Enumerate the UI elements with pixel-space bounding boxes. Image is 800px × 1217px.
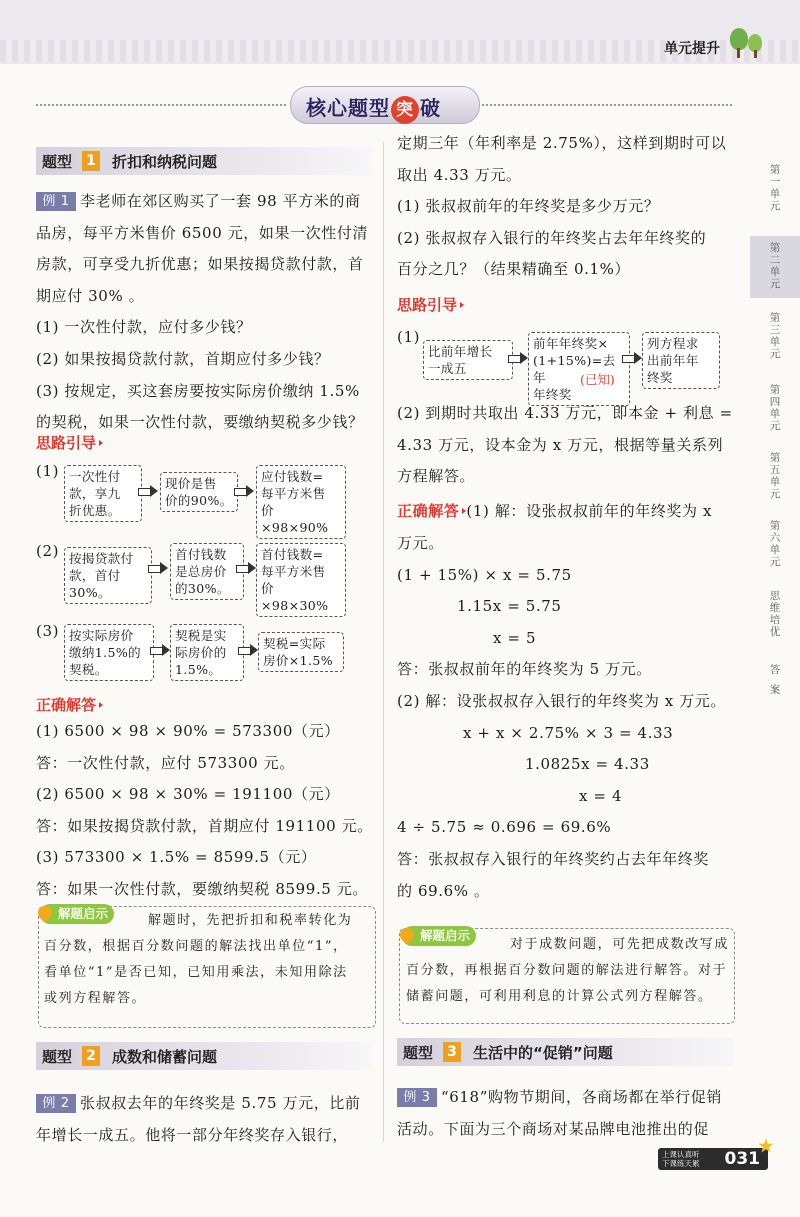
top-banner	[0, 0, 800, 64]
answer-line: 正确解答 (1) 解：设张叔叔前年的年终奖为 x	[397, 502, 713, 520]
side-tab[interactable]: 案	[769, 684, 781, 696]
arrow-icon	[508, 352, 528, 364]
flow-box: 比前年增长 一成五	[423, 340, 513, 380]
flow-box: 按实际房价 缴纳1.5%的 契税。	[64, 624, 154, 681]
side-tab[interactable]: 第 三 单 元	[769, 312, 781, 360]
hint-tag: 解题启示	[402, 926, 476, 946]
answer-label: 正确解答	[397, 502, 466, 520]
topic-bar-1	[36, 147, 372, 175]
flow-box: 现价是售 价的90%。	[160, 472, 238, 512]
page-number: 031	[724, 1149, 760, 1169]
tu-badge: 突	[391, 96, 419, 124]
flow-num: (3)	[36, 622, 60, 640]
example-1-text: 例 1 李老师在郊区购买了一套 98 平方米的商 品房，每平方米售价 6500 元，如果一次性付清 房款，可享受九折优惠；如果按揭贷款付款，首 期应付 30% 。 (1) 一次性付款，应付多少钱？ (2) 如果按揭贷款付款，首期应付多少钱？ (3) 按规定，买这套房要按实际房价缴纳 1.5% 的契税，如果一次性付款，要缴纳契税多少钱？	[36, 192, 369, 432]
divider	[36, 104, 286, 106]
flow-box: 一次性付 款，享九 折优惠。	[64, 465, 142, 522]
hint-text: 解题时，先把折扣和税率转化为 百分数，根据百分数问题的解法找出单位“1”， 看单位“1”是否已知，已知用乘法，未知用除法 或列方程解答。	[44, 913, 353, 1006]
topic-title: 折扣和纳税问题	[112, 153, 218, 171]
guide-label: 思路引导	[36, 432, 103, 453]
flow-box: 按揭贷款付 款，首付30%。	[64, 547, 152, 604]
guide-label: 思路引导	[397, 294, 464, 315]
flow-num: (2)	[36, 542, 60, 560]
side-tab[interactable]: 第 四 单 元	[769, 384, 781, 432]
topic-label: 题型	[42, 1048, 73, 1066]
side-tab[interactable]: 思 维 培 优	[769, 590, 781, 638]
example-2-text-right: 定期三年（年利率是 2.75%），这样到期时可以 取出 4.33 万元。 (1) 张叔叔前年的年终奖是多少万元？ (2) 张叔叔存入银行的年终奖占去年年终奖的 百分之几？（结果精确至 0.1%）	[397, 134, 727, 279]
example-2-answer: 万元。 (1 + 15%) × x = 5.75 1.15x = 5.75 x = 5 答：张叔叔前年的年终奖为 5 万元。 (2) 解：设张叔叔存入银行的年终奖为 x 万元。 x + x × 2.75% × 3 = 4.33 1.0825x = 4.33 x = 4 4 ÷ 5.75 ≈ 0.696 = 69.6% 答：张叔叔存入银行的年终奖约占去年年终奖 的 69.6% 。	[397, 534, 727, 900]
topic-label: 题型	[42, 153, 73, 171]
flow-num: (1)	[36, 462, 60, 480]
topic-number: 3	[443, 1042, 461, 1062]
example-tag: 例 3	[397, 1088, 437, 1107]
flow-box: 首付钱数= 每平方米售 价×98×30%	[256, 543, 346, 617]
topic-number: 1	[82, 151, 100, 171]
side-tab[interactable]: 第 六 单 元	[769, 520, 781, 568]
example-2-text-left: 例 2 张叔叔去年的年终奖是 5.75 万元，比前 年增长一成五。他将一部分年终奖存入银行，	[36, 1094, 361, 1144]
side-tab-active[interactable]: 第 二 单 元	[750, 236, 800, 298]
divider	[482, 104, 732, 106]
flow-box: 首付钱数 是总房价 的30%。	[170, 543, 244, 600]
arrow-icon	[238, 644, 258, 656]
column-divider	[383, 142, 384, 1142]
guide-2-text: (2) 到期时共取出 4.33 万元，即本金 + 利息 = 4.33 万元，设本金为 x 万元，根据等量关系列 方程解答。	[397, 404, 733, 486]
arrow-icon	[622, 352, 642, 364]
example-3-text: 例 3 “618”购物节期间，各商场都在举行促销 活动。下面为三个商场对某品牌电池推出的促	[397, 1088, 722, 1138]
flow-box: 契税是实 际房价的 1.5%。	[170, 624, 244, 681]
answer-label: 正确解答	[36, 694, 103, 715]
hint-tag: 解题启示	[40, 904, 114, 924]
hint-text: 对于成数问题，可先把成数改写成 百分数，再根据百分数问题的解法进行解答。对于 储蓄问题，可利用利息的计算公式列方程解答。	[406, 937, 730, 1004]
unit-label: 单元提升	[664, 41, 720, 57]
topic-bar-3	[397, 1038, 733, 1066]
topic-bar-2	[36, 1042, 372, 1070]
flow-box: 契税=实际 房价×1.5%	[258, 632, 344, 672]
flow-num: (1)	[397, 328, 421, 346]
topic-title: 生活中的“促销”问题	[473, 1044, 613, 1062]
tree-trunk	[737, 48, 740, 58]
section-title: 核心题型 突 破	[306, 92, 441, 124]
flow-box: 列方程求 出前年年 终奖	[642, 332, 720, 389]
side-tab[interactable]: 第 五 单 元	[769, 452, 781, 500]
flow-box: 前年年终奖× (1+15%)=去年 年终奖	[528, 332, 630, 406]
arrow-icon	[148, 562, 168, 574]
arrow-icon	[234, 485, 254, 497]
topic-title: 成数和储蓄问题	[112, 1048, 218, 1066]
side-tab[interactable]: 答	[769, 664, 781, 676]
topic-number: 2	[82, 1046, 100, 1066]
side-tabs	[750, 160, 800, 720]
tree-icon	[730, 28, 748, 50]
arrow-icon	[236, 562, 256, 574]
arrow-icon	[150, 644, 170, 656]
footer-slogan: 上课认真听 下课练天累	[662, 1150, 700, 1168]
side-tab[interactable]: 第 一 单 元	[769, 164, 781, 212]
topic-label: 题型	[403, 1044, 434, 1062]
example-tag: 例 2	[36, 1094, 76, 1113]
example-tag: 例 1	[36, 192, 76, 211]
example-1-answer: (1) 6500 × 98 × 90% = 573300（元） 答：一次性付款，应付 573300 元。 (2) 6500 × 98 × 30% = 191100（元） 答：如果按揭贷款付款，首期应付 191100 元。 (3) 573300 × 1.5% = 8599.5（元） 答：如果一次性付款，要缴纳契税 8599.5 元。	[36, 722, 373, 898]
page-number-badge	[658, 1148, 768, 1170]
tree-trunk	[754, 50, 757, 58]
flow-note: (已知)	[580, 372, 615, 387]
arrow-icon	[138, 485, 158, 497]
flow-box: 应付钱数= 每平方米售 价×98×90%	[256, 465, 346, 539]
